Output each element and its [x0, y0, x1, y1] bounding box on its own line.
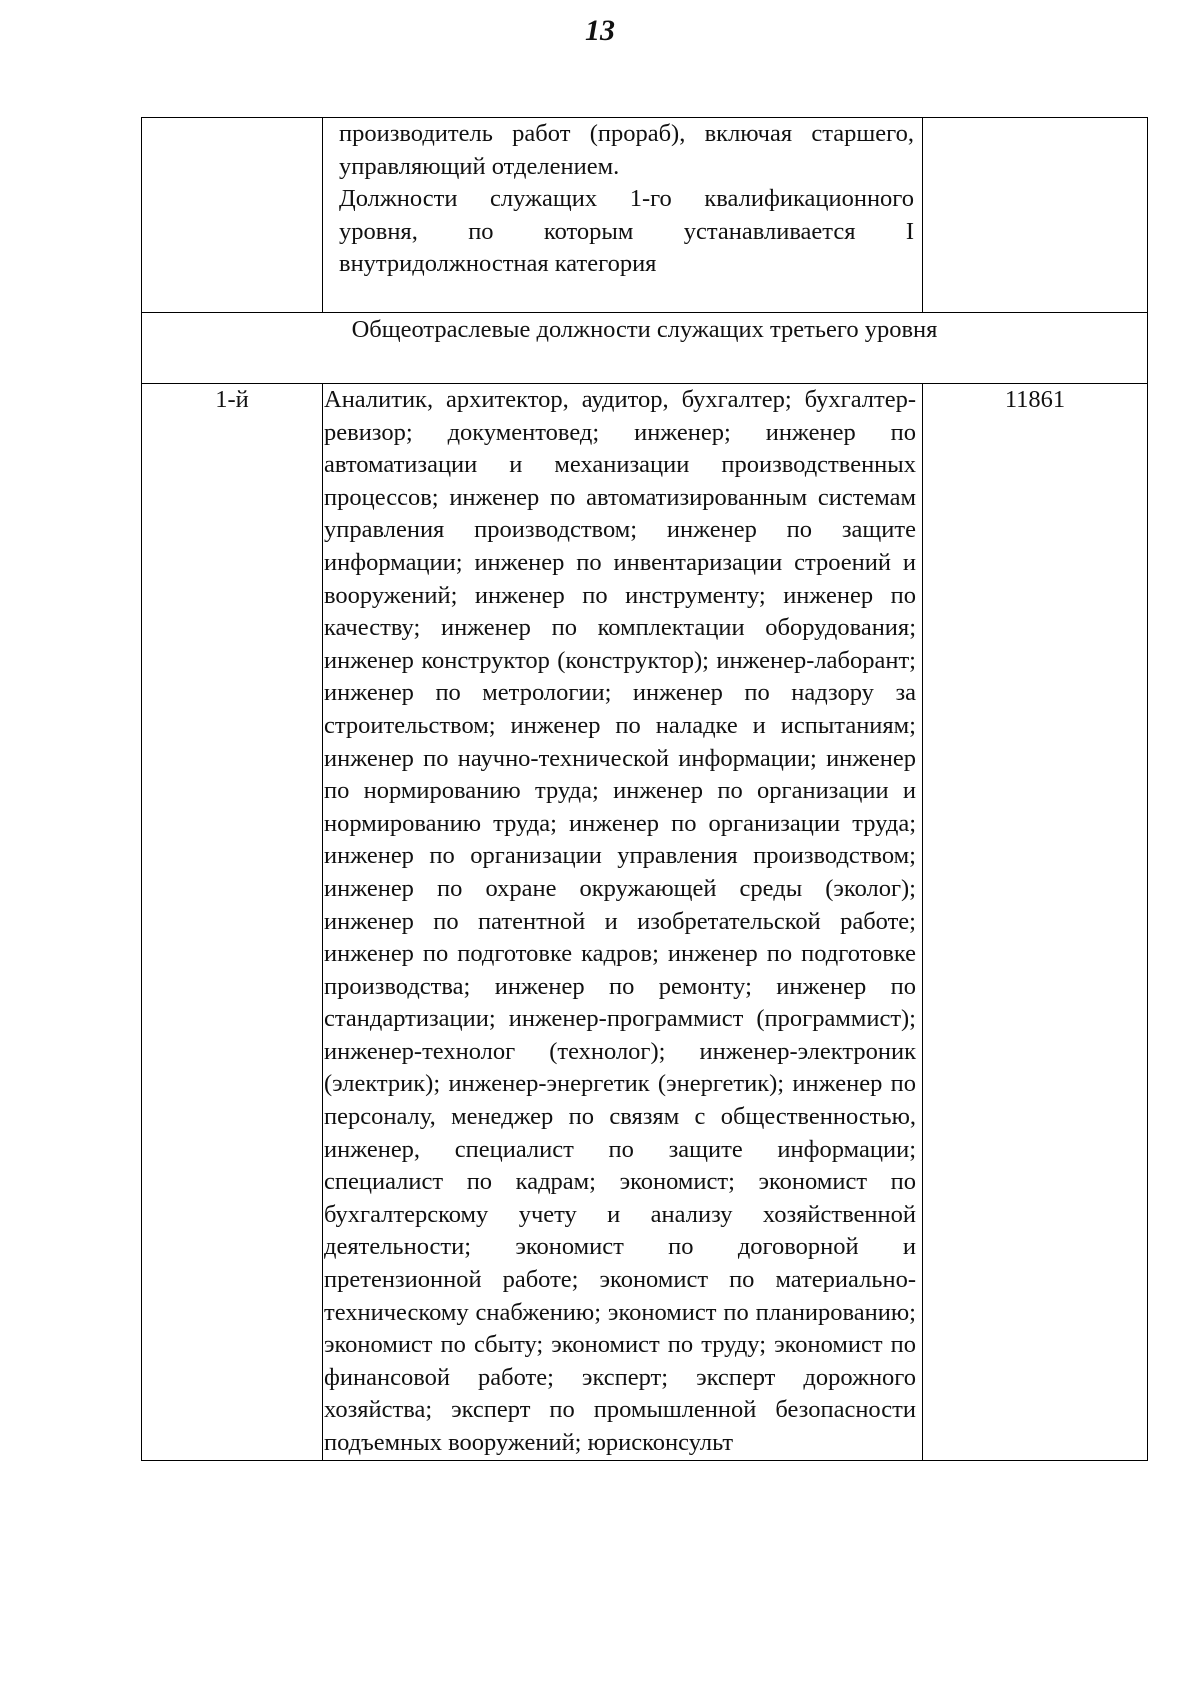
section-header-cell	[142, 313, 1148, 384]
level-number-cell	[142, 118, 323, 313]
salary-table	[141, 117, 1148, 1461]
positions-text: производитель работ (прораб), включая старшего, управляющий отделением.	[339, 120, 914, 180]
salary-cell	[923, 118, 1148, 313]
positions-subheading: Должности служащих 1-го квалификационного уровня, по которым устанавливается I внутридолжностная категория	[339, 185, 914, 278]
table-row-level-1	[142, 384, 1148, 1461]
positions-cell	[323, 118, 923, 313]
page-number: 13	[585, 14, 615, 47]
level-number-cell: 1-й	[142, 384, 323, 1461]
section-title: Общеотраслевые должности служащих третьего уровня	[351, 316, 938, 343]
table-row-section	[142, 313, 1148, 384]
table-row-continuation	[142, 118, 1148, 313]
salary-cell: 11861	[923, 384, 1148, 1461]
positions-cell: Аналитик, архитектор, аудитор, бухгалтер; бухгалтер-ревизор; документовед; инженер; инженер по автоматизации и механизации производственных процессов; инженер по автоматизированным системам управления производством; инженер по защите информации; инженер по инвентаризации строений и вооружений; инженер по инструменту; инженер по качеству; инженер по комплектации оборудования; инженер конструктор (конструктор); инженер-лаборант; инженер по метрологии; инженер по надзору за строительством; инженер по наладке и испытаниям; инженер по научно-технической информации; инженер по нормированию труда; инженер по организации и нормированию труда; инженер по организации труда; инженер по организации управления производством; инженер по охране окружающей среды (эколог); инженер по патентной и изобретательской работе; инженер по подготовке кадров; инженер по подготовке производства; инженер по ремонту; инженер по стандартизации; инженер-программист (программист); инженер-технолог (технолог); инженер-электроник (электрик); инженер-энергетик (энергетик); инженер по персоналу, менеджер по связям с общественностью, инженер, специалист по защите информации; специалист по кадрам; экономист; экономист по бухгалтерскому учету и анализу хозяйственной деятельности; экономист по договорной и претензионной работе; экономист по материально-техническому снабжению; экономист по планированию; экономист по сбыту; экономист по труду; экономист по финансовой работе; эксперт; эксперт дорожного хозяйства; эксперт по промышленной безопасности подъемных вооружений; юрисконсульт	[323, 384, 923, 1461]
